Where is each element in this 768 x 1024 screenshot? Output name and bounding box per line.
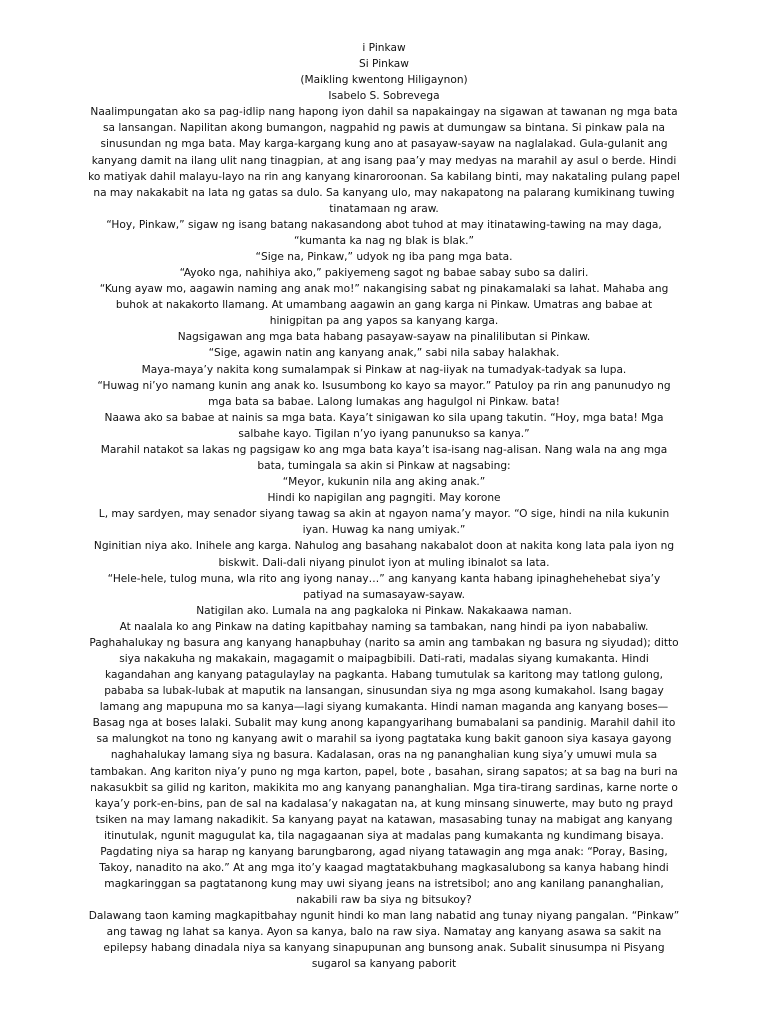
paragraph: “Huwag ni’yo namang kunin ang anak ko. Isusumbong ko kayo sa mayor.” Patuloy pa rin ang panunudyo ng mga bata sa babae. Lalong lumakas ang hagulgol ni Pinkaw. bata! (97, 379, 671, 408)
story-subtitle: (Maikling kwentong Hiligaynon) (300, 74, 468, 87)
paragraph: “Meyor, kukunin nila ang aking anak.” (282, 476, 486, 489)
paragraph: Marahil natakot sa lakas ng pagsigaw ko ang mga bata kaya’t isa-isang nag-alisan. Nang wala na ang mga bata, tumingala sa akin si Pinkaw at nagsabing: (100, 443, 668, 473)
paragraph: Naalimpungatan ako sa pag-idlip nang hapong iyon dahil sa napakaingay na sigawan at tawanan ng mga bata sa lansangan. Napilitan akong bumangon, nagpahid ng pawis at dumungaw sa bintana. Si pinkaw pala na sinusundan ng mga bata. May karga-kargang kung ano at pasayaw-sayaw na naglalakad. Gula-gulanit ang kanyang damit na ilang ulit nang tinagpian, at ang isang paa’y may medyas na marahil ay asul o berde. Hindi ko matiyak dahil malayu-layo na rin ang kanyang kinaroroonan. Sa kabilang binti, may nakatali​ng pulang papel na may nakakabit na lata ng gatas sa dulo. Sa kanyang ulo, may nakapatong na palarang kumikinang tuwing tinatamaan ng araw. (88, 106, 680, 215)
paragraph: Natigilan ako. Lumala na ang pagkaloka ni Pinkaw. Nakakaawa naman. (196, 604, 572, 617)
paragraph: Nginitian niya ako. Inihele ang karga. Nahulog ang basahang nakabalot doon at nakita kong lata pala iyon ng biskwit. Dali-dali niyang pinulot iyon at muling ibinalot sa lata. (93, 540, 675, 569)
story-text (88, 40, 680, 973)
paragraph: “Hoy, Pinkaw,” sigaw ng isang batang nakasandong abot tuhod at may itinatawing-tawing na may daga, “kumanta ka nag ng blak is blak.” (106, 218, 662, 247)
paragraph: At naalala ko ang Pinkaw na dating kapitbahay naming sa tambakan, nang hindi pa iyon nababaliw. Paghahalukay ng basura ang kanyang hanapbuhay (narito sa amin ang tambakan ng basura ng siyudad); ditto siya nakakuha ng makakain, magagamit o maipagbibili. Dati-rati, madalas siyang kumakanta. Hindi kagandahan ang kanyang patagulaylay na pagkanta. Habang tumutulak sa karitong may tatlong gulong, pababa sa lubak-lubak at maputik na lansangan, sinusundan siya ng mga asong kumakahol. Isang bagay lamang ang mapupuna mo sa kanya—lagi siyang kumakanta. Hindi naman maganda ang kanyang boses—Basag nga at boses lalaki. Subalit may kung anong kapangyarihang bumabalani sa pandinig. Marahil dahil ito sa malungkot na tono ng kanyang awit o marahil sa iyong pagtataka kung bakit ganoon siya kasaya gayong naghahalukay lamang siya ng basura. Kadalasan, oras na ng pananghalian kung siya’y umuwi mula sa tambakan. Ang kariton niya’y puno ng mga karton, papel, bote , basahan, sirang sapatos; at sa bag na buri na nakasukbit sa gilid ng kariton, makikita mo ang kanyang pananghalian. Mga tira-tirang sardinas, karne norte o kaya’y pork-en-bins, pan de sal na kadalasa’y nakagatan na, at kung minsang sinuwerte, may buto ng prayd tsiken na may lamang nakadikit. Sa kanyang payat na katawan, masasabing tunay na mabigat ang kanyang itinutulak, ngunit magugulat ka, tila nagagaanan siya at madalas pang kumakanta ng kundimang bisaya. (89, 620, 679, 842)
paragraph: L, may sardyen, may senador siyang tawag sa akin at ngayon nama’y mayor. “O sige, hindi na nila kukunin iyan. Huwag ka nang umiyak.” (98, 508, 670, 537)
paragraph: Nagsigawan ang mga bata habang pasayaw-sayaw na pinalilibutan si Pinkaw. (177, 331, 591, 344)
story-author: Isabelo S. Sobrevega (328, 90, 440, 103)
paragraph: Dalawang taon kaming magkapitbahay ngunit hindi ko man lang nabatid ang tunay niyang pangalan. “Pinkaw” ang tawag ng lahat sa kanya. Ayon sa kanya, balo na raw siya. Namatay ang kanyang asawa sa sakit na epilepsy habang dinadala niya sa kanyang sinapupunan ang bunsong anak. Subalit sinusumpa ni Pisyang sugarol sa kanyang paborit (88, 910, 680, 971)
paragraph: Hindi ko napigilan ang pagngiti. May korone (267, 492, 501, 505)
paragraph: Maya-maya’y nakita kong sumalampak si Pinkaw at nag-iiyak na tumadyak-tadyak sa lupa. (141, 363, 627, 376)
paragraph: “Hele-hele, tulog muna, wla rito ang iyong nanay…” ang kanyang kanta habang ipinaghehehebat siya’y patiyad na sumasayaw-sayaw. (107, 572, 661, 601)
paragraph: “Ayoko nga, nahihiya ako,” pakiyemeng sagot ng babae sabay subo sa daliri. (179, 267, 589, 280)
paragraph: “Sige, agawin natin ang kanyang anak,” sabi nila sabay halakhak. (208, 347, 560, 360)
paragraph: Naawa ako sa babae at nainis sa mga bata. Kaya’t sinigawan ko sila upang takutin. “Hoy, mga bata! Mga salbahe kayo. Tigilan n’yo iyang panunukso sa kanya.” (104, 411, 664, 440)
header-line: i Pinkaw (362, 42, 406, 54)
paragraph: Pagdating niya sa harap ng kanyang barungbarong, agad niyang tatawagin ang mga anak: “Poray, Basing, Takoy, nanadito na ako.” At ang mga ito’y kaagad magtatakbuhang magkasalubong sa kanya habang hindi magkaringgan sa pagtatanong kung may uwi siyang jeans na istretsibol; ano ang kanilang pananghalian, nakabili raw ba siya ng bitsukoy? (99, 845, 669, 907)
story-title: Si Pinkaw (359, 58, 409, 71)
paragraph: “Kung ayaw mo, aagawin naming ang anak mo!” nakangising sabat ng pinakamalaki sa lahat. Mahaba ang buhok at nakakorto llamang. At umambang aagawin an gang karga ni Pinkaw. Umatras ang babae at hinigpitan pa ang yapos sa kanyang karga. (99, 283, 669, 328)
paragraph: “Sige na, Pinkaw,” udyok ng iba pang mga bata. (255, 251, 513, 264)
